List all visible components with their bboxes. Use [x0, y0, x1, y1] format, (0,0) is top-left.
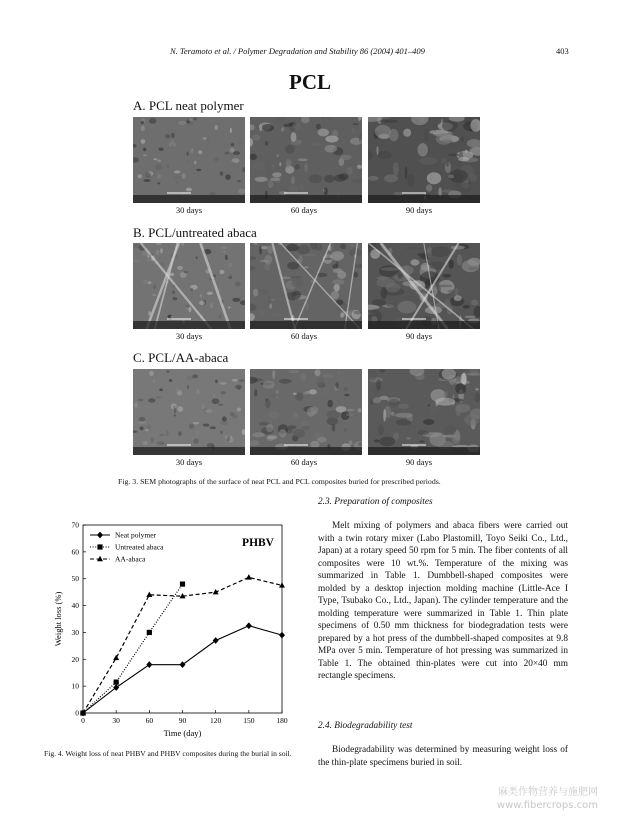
section-2-3-body — [318, 520, 568, 683]
sem-photo — [368, 117, 480, 203]
data-point-diamond — [180, 661, 186, 668]
figure3-caption: Fig. 3. SEM photographs of the surface of neat PCL and PCL composites buried for prescribed periods. — [118, 477, 441, 486]
data-point-diamond — [97, 532, 103, 539]
page-number: 403 — [556, 46, 569, 56]
section-2-4-body — [318, 744, 568, 769]
data-point-square — [97, 544, 102, 549]
x-tick-label: 0 — [81, 716, 85, 725]
days-label: 90 days — [405, 457, 433, 467]
y-tick-label: 70 — [71, 520, 79, 530]
y-tick-label: 50 — [71, 574, 79, 584]
days-label: 30 days — [175, 457, 203, 467]
section-label-b: B. PCL/untreated abaca — [133, 225, 257, 240]
x-axis-label: Time (day) — [163, 728, 202, 738]
sem-photo — [250, 369, 362, 455]
chart-title: PHBV — [242, 537, 274, 549]
section-2-4-paragraph: Biodegradability was determined by measuring weight loss of the thin-plate specimens buried in soil. — [318, 745, 568, 768]
data-point-diamond — [146, 661, 152, 668]
x-tick-label: 180 — [276, 716, 288, 725]
days-label: 30 days — [175, 331, 203, 341]
section-2-3-paragraph: Melt mixing of polymers and abaca fibers were carried out with a twin rotary mixer (Labo Plastomill, Toyo Seiki Co., Ltd., Japan) at a rotary speed 50 rpm for 5 min. The fiber contents of all composites were 10 wt.%. Temperature of the mixing was summarized in Table 1. Dumbbell-shaped composites were molded by a desktop injection molding machine (Little-Ace I Type, Tsubako Co., Ltd., Japan). The cylinder temperature and the molding temperature were summarized in Table 1. Thin plate specimens of 0.50 mm thickness for biodegradation tests were prepared by a hot press of the dumbbell-shaped composites at 9.8 MPa over 5 min. Temperature of hot pressing was summarized in Table 1. The obtained thin-plates were cut into 20×40 mm rectangle specimens. — [318, 521, 568, 681]
legend-label: Untreated abaca — [115, 542, 164, 552]
sem-photo — [133, 369, 245, 455]
site-watermark — [497, 786, 598, 812]
y-axis-label: Weight loss (%) — [53, 591, 63, 647]
x-tick-label: 120 — [210, 716, 222, 725]
x-tick-label: 60 — [145, 716, 154, 725]
x-tick-label: 150 — [243, 716, 255, 725]
sem-photo — [368, 243, 480, 329]
sem-photo — [133, 117, 245, 203]
days-label: 90 days — [405, 331, 433, 341]
watermark-line1: 麻类作物营养与施肥网 — [498, 787, 598, 798]
data-point-square — [147, 630, 152, 635]
y-tick-label: 40 — [71, 601, 79, 611]
running-title: N. Teramoto et al. / Polymer Degradation and Stability 86 (2004) 401–409 — [170, 46, 425, 56]
days-label: 90 days — [405, 205, 433, 215]
days-label: 60 days — [290, 457, 318, 467]
sem-photo — [368, 369, 480, 455]
y-tick-label: 0 — [75, 708, 79, 718]
y-tick-label: 60 — [71, 547, 79, 557]
series-line-0 — [83, 626, 282, 713]
section-2-4-heading: 2.4. Biodegradability test — [318, 721, 413, 731]
legend-label: AA-abaca — [115, 554, 146, 564]
figure4-caption: Fig. 4. Weight loss of neat PHBV and PHBV composites during the burial in soil. — [44, 749, 292, 758]
plot-frame — [83, 525, 282, 713]
weight-loss-chart — [42, 515, 292, 745]
section-2-3-heading: 2.3. Preparation of composites — [318, 497, 433, 507]
data-point-diamond — [279, 632, 285, 639]
x-tick-label: 30 — [112, 716, 120, 725]
legend-label: Neat polymer — [115, 530, 157, 540]
days-label: 60 days — [290, 205, 318, 215]
y-tick-label: 10 — [71, 681, 79, 691]
days-label: 30 days — [175, 205, 203, 215]
data-point-diamond — [113, 684, 119, 691]
data-point-square — [180, 581, 185, 586]
y-tick-label: 20 — [71, 654, 79, 664]
data-point-diamond — [213, 637, 219, 644]
figure3-title: PCL — [289, 70, 331, 94]
x-tick-label: 90 — [178, 716, 187, 725]
watermark-line2: www.fibercrops.com — [496, 800, 598, 811]
series-line-1 — [83, 584, 183, 713]
sem-photo — [250, 243, 362, 329]
data-point-square — [114, 680, 119, 685]
section-label-c: C. PCL/AA-abaca — [133, 350, 229, 365]
y-tick-label: 30 — [71, 627, 79, 637]
section-label-a: A. PCL neat polymer — [133, 98, 244, 113]
data-point-triangle — [246, 574, 252, 579]
data-point-diamond — [246, 622, 252, 629]
days-label: 60 days — [290, 331, 318, 341]
sem-photo — [250, 117, 362, 203]
sem-photo — [133, 243, 245, 329]
data-point-triangle — [113, 655, 119, 660]
